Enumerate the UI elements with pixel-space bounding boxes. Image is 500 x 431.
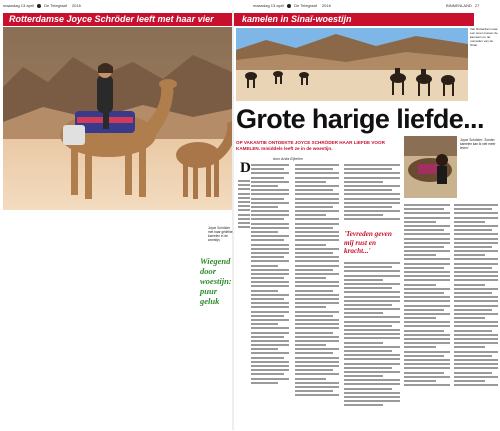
telegraaf-logo-icon	[287, 4, 291, 8]
folio-left-paper: De Telegraaf	[44, 3, 67, 8]
byline: door Anita Eijkelen	[273, 157, 303, 161]
right-caption: Joyce Schröder: 'Zonder kamelen kan ik niet meer leven.'	[460, 138, 496, 150]
article-column-1	[251, 164, 289, 426]
folio-right	[253, 3, 331, 8]
section-name: BINNENLAND	[446, 3, 472, 8]
top-right-caption: Van Rotterdam naar een leven tussen de kamelen en de nomaden van de Sinaï.	[470, 27, 498, 47]
intro-text: OP VAKANTIE ONTDEKTE JOYCE SCHRÖDER HAAR LIEFDE VOOR KAMELEN. Inmiddels leeft ze in de woestijn.	[236, 140, 385, 151]
headline: Grote harige liefde...	[236, 104, 484, 134]
article-column-5	[454, 204, 498, 426]
drop-cap: D	[240, 160, 251, 176]
telegraaf-logo-icon	[37, 4, 41, 8]
section-label	[446, 3, 479, 8]
woman-camel-photo	[404, 136, 457, 198]
folio-right-page: 2016	[321, 3, 331, 8]
caravan-photo	[236, 28, 468, 101]
folio-left-page: 2016	[71, 3, 81, 8]
side-caption: Joyce Schröder met haar geliefde kamelen in de woestijn.	[208, 226, 233, 242]
article-column-2	[295, 164, 339, 426]
section-page: 27	[474, 3, 480, 8]
page-gutter	[232, 10, 234, 430]
pull-quote-mid: 'Tevreden geven mij rust en kracht...'	[344, 230, 392, 256]
article-column-3b	[344, 262, 400, 426]
caravan-photo-svg	[236, 28, 468, 101]
folio-left-date: maandag 13 april	[3, 3, 34, 8]
article-column-1b	[238, 180, 250, 426]
folio-right-paper: De Telegraaf	[294, 3, 317, 8]
article-column-4	[404, 204, 450, 426]
headline-bar-right: kamelen in Sinaï-woestijn	[236, 13, 474, 26]
main-photo-camel-rider	[3, 27, 232, 210]
pull-quote-left: Wiegend door woestijn: puur geluk	[200, 256, 232, 306]
folio-right-date: maandag 13 april	[253, 3, 284, 8]
headline-bar-left: Rotterdamse Joyce Schröder leeft met haar vier	[3, 13, 237, 26]
main-photo-svg	[3, 27, 232, 210]
folio-left	[3, 3, 81, 8]
woman-camel-photo-svg	[404, 136, 457, 198]
